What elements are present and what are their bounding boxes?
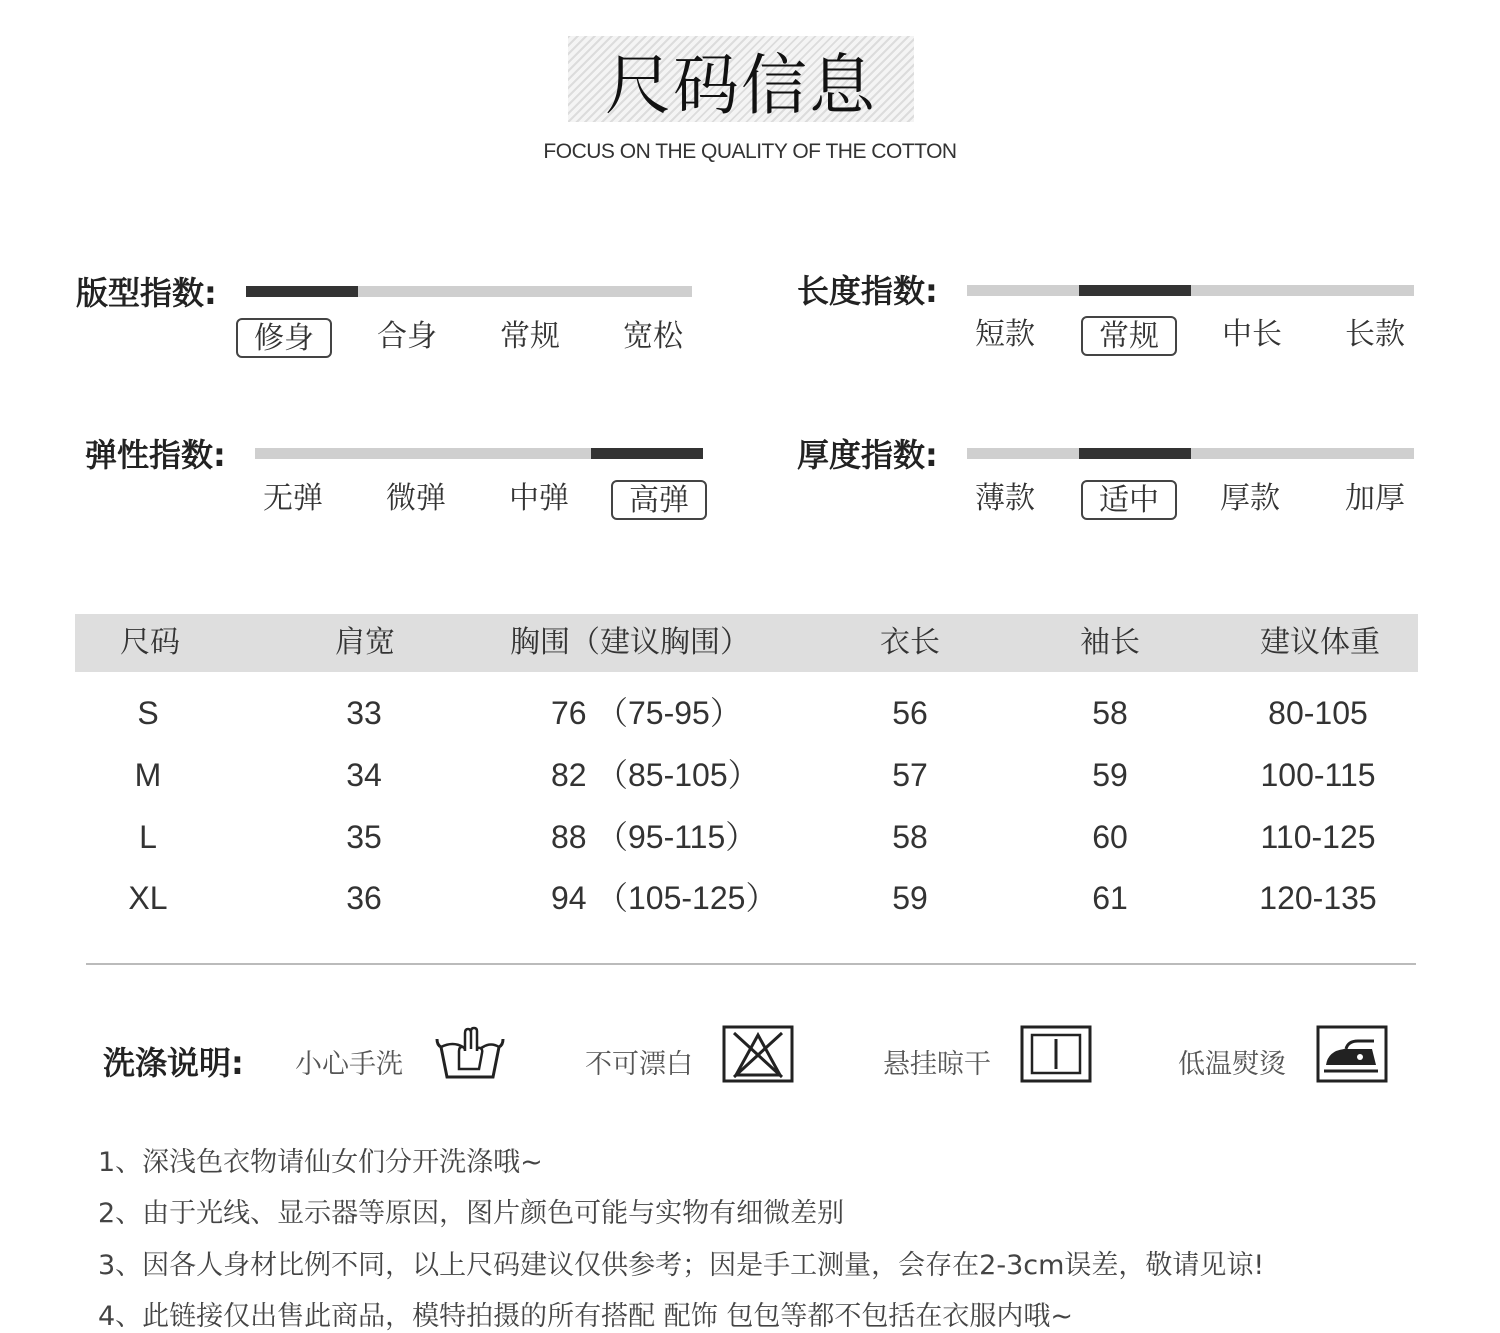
- page-title: 尺码信息: [605, 46, 877, 124]
- table-cell-size: S: [137, 695, 159, 731]
- table-header-chest: 胸围（建议胸围）: [510, 625, 750, 660]
- table-header-length: 衣长: [880, 625, 940, 660]
- table-cell-length: 59: [892, 880, 928, 916]
- table-cell-chest: 88: [551, 819, 587, 855]
- elasticity-index-indicator: [591, 448, 703, 459]
- thickness-option-extra-thick: 加厚: [1345, 481, 1405, 516]
- table-cell-shoulder: 33: [346, 695, 382, 731]
- length-option-short: 短款: [975, 317, 1035, 352]
- table-cell-weight: 120-135: [1259, 880, 1377, 916]
- fit-option-slim: 修身: [236, 318, 332, 358]
- low-iron-icon: [1316, 1025, 1388, 1083]
- table-cell-chest: 76: [551, 695, 587, 731]
- note-item: 3、因各人身材比例不同，以上尺码建议仅供参考；因是手工测量，会存在2-3cm误差，敬请见谅!: [98, 1250, 1265, 1281]
- washing-title: 洗涤说明:: [103, 1044, 244, 1082]
- hang-dry-icon: [1020, 1025, 1092, 1083]
- table-cell-sleeve: 61: [1092, 880, 1128, 916]
- thickness-index-label: 厚度指数:: [797, 436, 938, 474]
- table-header-shoulder: 肩宽: [335, 625, 395, 660]
- fit-option-loose: 宽松: [623, 319, 683, 354]
- elasticity-option-high: 高弹: [611, 480, 707, 520]
- table-cell-size: M: [134, 757, 162, 793]
- elasticity-index-label: 弹性指数:: [85, 436, 226, 474]
- table-cell-weight: 100-115: [1260, 757, 1376, 793]
- table-cell-size: XL: [128, 880, 168, 916]
- fit-index-track: [246, 286, 692, 297]
- table-cell-length: 57: [892, 757, 928, 793]
- table-cell-sleeve: 60: [1092, 819, 1128, 855]
- section-divider: [86, 963, 1416, 965]
- elasticity-option-medium: 中弹: [509, 481, 569, 516]
- fit-index-label: 版型指数:: [76, 274, 217, 312]
- table-cell-chest-suggest: （95-115）: [596, 819, 758, 855]
- thickness-option-thick: 厚款: [1220, 481, 1280, 516]
- length-option-mid-long: 中长: [1222, 317, 1282, 352]
- thickness-index-track: [967, 448, 1414, 459]
- elasticity-option-none: 无弹: [263, 481, 323, 516]
- length-option-standard: 常规: [1081, 316, 1177, 356]
- note-item: 1、深浅色衣物请仙女们分开洗涤哦~: [98, 1147, 543, 1178]
- table-header-size: 尺码: [120, 625, 180, 660]
- table-cell-weight: 80-105: [1268, 695, 1368, 731]
- length-index-indicator: [1079, 285, 1191, 296]
- table-cell-chest: 94: [551, 880, 587, 916]
- wash-label-hang-dry: 悬挂晾干: [883, 1049, 991, 1080]
- table-header-weight: 建议体重: [1260, 625, 1380, 660]
- table-cell-shoulder: 35: [346, 819, 382, 855]
- thickness-option-medium: 适中: [1081, 480, 1177, 520]
- length-index-track: [967, 285, 1414, 296]
- thickness-option-thin: 薄款: [975, 481, 1035, 516]
- table-cell-chest-suggest: （75-95）: [596, 695, 742, 731]
- note-item: 2、由于光线、显示器等原因，图片颜色可能与实物有细微差别: [98, 1198, 845, 1229]
- fit-option-standard: 常规: [500, 319, 560, 354]
- no-bleach-icon: [722, 1025, 794, 1083]
- table-cell-shoulder: 36: [346, 880, 382, 916]
- table-cell-chest: 82: [551, 757, 587, 793]
- length-option-long: 长款: [1345, 317, 1405, 352]
- table-cell-sleeve: 59: [1092, 757, 1128, 793]
- table-cell-sleeve: 58: [1092, 695, 1128, 731]
- wash-label-low-iron: 低温熨烫: [1178, 1049, 1286, 1080]
- table-cell-length: 56: [892, 695, 928, 731]
- table-cell-size: L: [139, 819, 157, 855]
- page-subtitle: FOCUS ON THE QUALITY OF THE COTTON: [543, 140, 957, 163]
- table-cell-length: 58: [892, 819, 928, 855]
- fit-option-regular-fit: 合身: [377, 319, 437, 354]
- note-item: 4、此链接仅出售此商品，模特拍摄的所有搭配 配饰 包包等都不包括在衣服内哦~: [98, 1301, 1073, 1332]
- table-cell-chest-suggest: （105-125）: [596, 880, 778, 916]
- wash-label-no-bleach: 不可漂白: [585, 1049, 693, 1080]
- elasticity-option-slight: 微弹: [386, 481, 446, 516]
- table-header-sleeve: 袖长: [1080, 625, 1140, 660]
- fit-index-indicator: [246, 286, 358, 297]
- length-index-label: 长度指数:: [797, 272, 938, 310]
- hand-wash-icon: [433, 1025, 507, 1083]
- table-cell-weight: 110-125: [1260, 819, 1376, 855]
- wash-label-hand-wash: 小心手洗: [295, 1049, 403, 1080]
- elasticity-index-track: [255, 448, 703, 459]
- table-cell-chest-suggest: （85-105）: [596, 757, 760, 793]
- thickness-index-indicator: [1079, 448, 1191, 459]
- table-cell-shoulder: 34: [346, 757, 382, 793]
